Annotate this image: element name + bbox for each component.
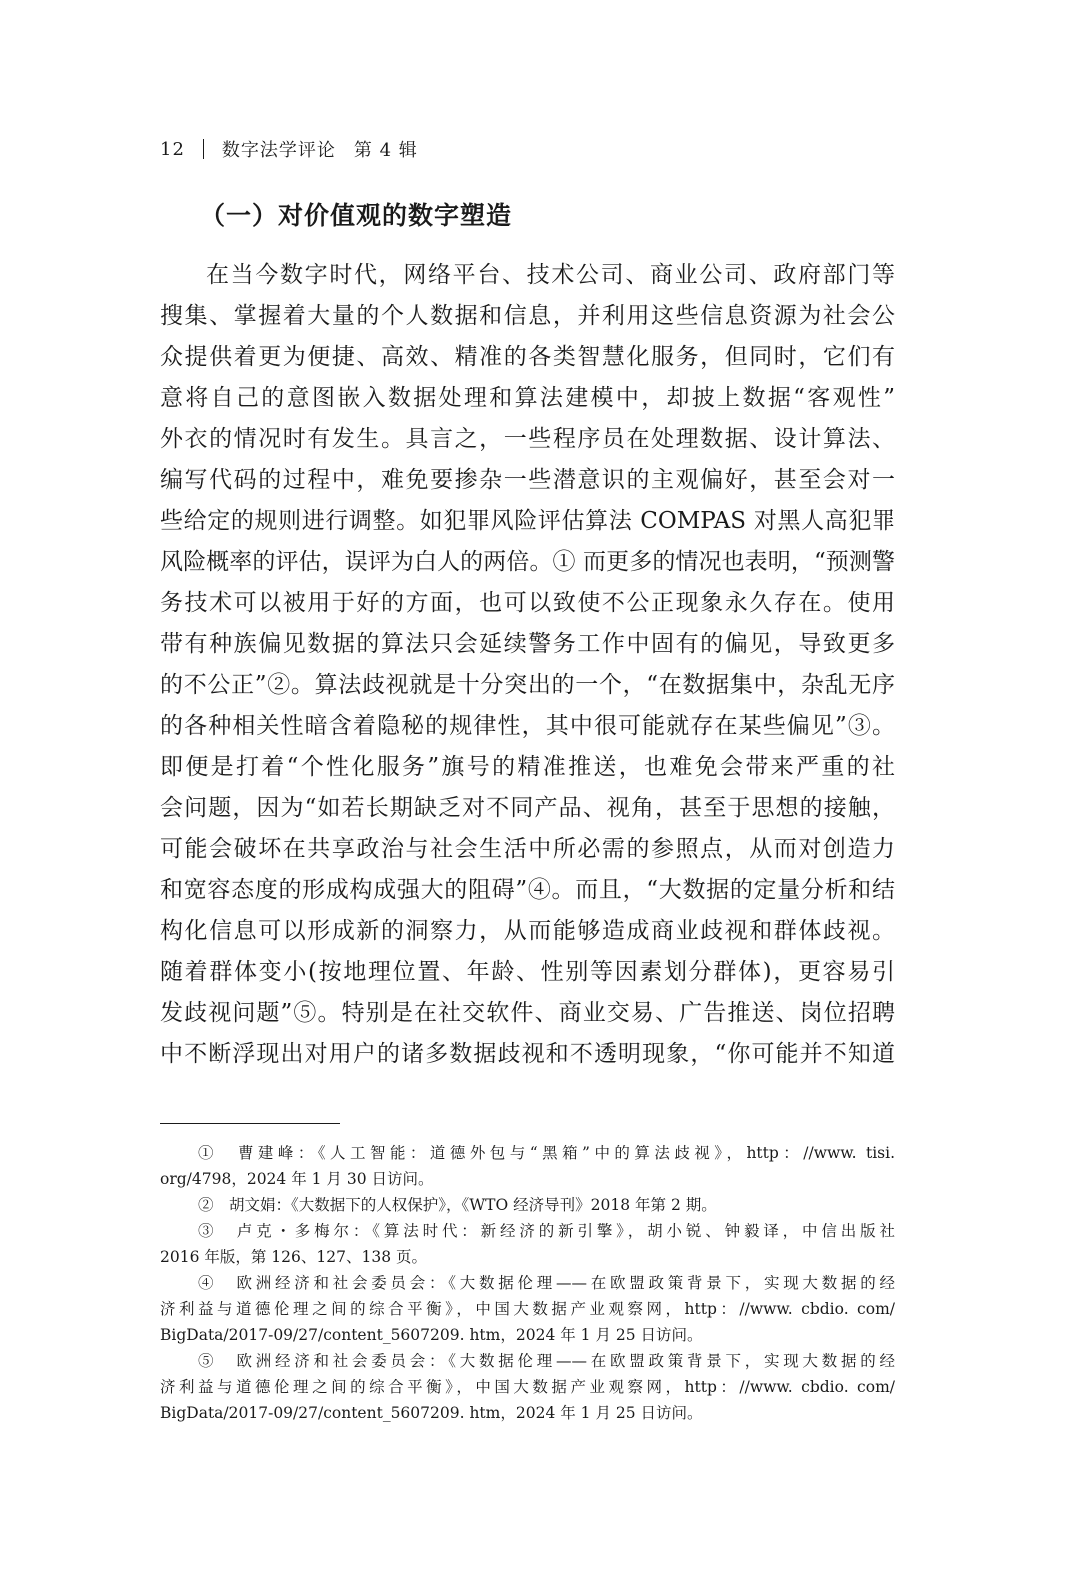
body-line: 意将自己的意图嵌入数据处理和算法建模中，却披上数据“客观性” (160, 385, 895, 411)
footnote-4-line: ④ 欧洲经济和社会委员会：《大数据伦理——在欧盟政策背景下，实现大数据的经 (198, 1274, 895, 1292)
body-line: 编写代码的过程中，难免要掺杂一些潜意识的主观偏好，甚至会对一 (160, 467, 895, 493)
body-line: 可能会破坏在共享政治与社会生活中所必需的参照点，从而对创造力 (160, 836, 895, 862)
body-line: 风险概率的评估，误评为白人的两倍。① 而更多的情况也表明，“预测警 (160, 549, 895, 575)
footnote-4-line: 济利益与道德伦理之间的综合平衡》，中国大数据产业观察网，http：//www. cbdio. com/ (160, 1300, 895, 1318)
body-line: 务技术可以被用于好的方面，也可以致使不公正现象永久存在。使用 (160, 590, 895, 616)
body-line: 和宽容态度的形成构成强大的阻碍”④。而且，“大数据的定量分析和结 (160, 877, 895, 903)
body-text (160, 255, 895, 1075)
footnote-2-line: ② 胡文娟：《大数据下的人权保护》，《WTO 经济导刊》2018 年第 2 期。 (198, 1196, 717, 1214)
footnote-5-line: 济利益与道德伦理之间的综合平衡》，中国大数据产业观察网，http：//www. cbdio. com/ (160, 1378, 895, 1396)
footnote-5-line: ⑤ 欧洲经济和社会委员会：《大数据伦理——在欧盟政策背景下，实现大数据的经 (198, 1352, 895, 1370)
footnote-4-line: BigData/2017-09/27/content_5607209. htm，2024 年 1 月 25 日访问。 (160, 1326, 703, 1344)
body-line: 的不公正”②。算法歧视就是十分突出的一个，“在数据集中，杂乱无序 (160, 672, 895, 698)
body-line: 随着群体变小(按地理位置、年龄、性别等因素划分群体)，更容易引 (160, 959, 895, 985)
body-line: 带有种族偏见数据的算法只会延续警务工作中固有的偏见，导致更多 (160, 631, 895, 657)
footnote-1-line: ① 曹建峰：《人工智能：道德外包与“黑箱”中的算法歧视》，http：//www. tisi. (198, 1144, 895, 1162)
section-heading: （一）对价值观的数字塑造 (200, 201, 513, 230)
footnote-3-line: 2016 年版，第 126、127、138 页。 (160, 1248, 427, 1266)
body-line: 构化信息可以形成新的洞察力，从而能够造成商业歧视和群体歧视。 (160, 918, 895, 944)
running-head (160, 136, 418, 162)
page-number: 12 (160, 138, 185, 160)
body-line: 搜集、掌握着大量的个人数据和信息，并利用这些信息资源为社会公 (160, 303, 895, 329)
body-line: 即便是打着“个性化服务”旗号的精准推送，也难免会带来严重的社 (160, 754, 895, 780)
body-line: 外衣的情况时有发生。具言之，一些程序员在处理数据、设计算法、 (160, 426, 895, 452)
body-line: 些给定的规则进行调整。如犯罪风险评估算法 COMPAS 对黑人高犯罪 (160, 508, 895, 534)
body-line: 会问题，因为“如若长期缺乏对不同产品、视角，甚至于思想的接触， (160, 795, 895, 821)
journal-title: 数字法学评论 (221, 140, 336, 161)
body-line: 发歧视问题”⑤。特别是在社交软件、商业交易、广告推送、岗位招聘 (160, 1000, 895, 1026)
header-separator (203, 139, 204, 159)
body-line: 中不断浮现出对用户的诸多数据歧视和不透明现象，“你可能并不知道 (160, 1041, 895, 1067)
body-line: 的各种相关性暗含着隐秘的规律性，其中很可能就存在某些偏见”③。 (160, 713, 895, 739)
footnote-1-line: org/4798，2024 年 1 月 30 日访问。 (160, 1170, 434, 1188)
footnote-5-line: BigData/2017-09/27/content_5607209. htm，2024 年 1 月 25 日访问。 (160, 1404, 703, 1422)
footnote-divider (160, 1123, 340, 1124)
volume-label: 第 4 辑 (353, 140, 418, 161)
footnote-3-line: ③ 卢克・多梅尔：《算法时代：新经济的新引擎》，胡小锐、钟毅译，中信出版社 (198, 1222, 895, 1240)
body-line: 众提供着更为便捷、高效、精准的各类智慧化服务，但同时，它们有 (160, 344, 895, 370)
footnotes (160, 1140, 895, 1426)
body-line: 在当今数字时代，网络平台、技术公司、商业公司、政府部门等 (206, 262, 895, 288)
